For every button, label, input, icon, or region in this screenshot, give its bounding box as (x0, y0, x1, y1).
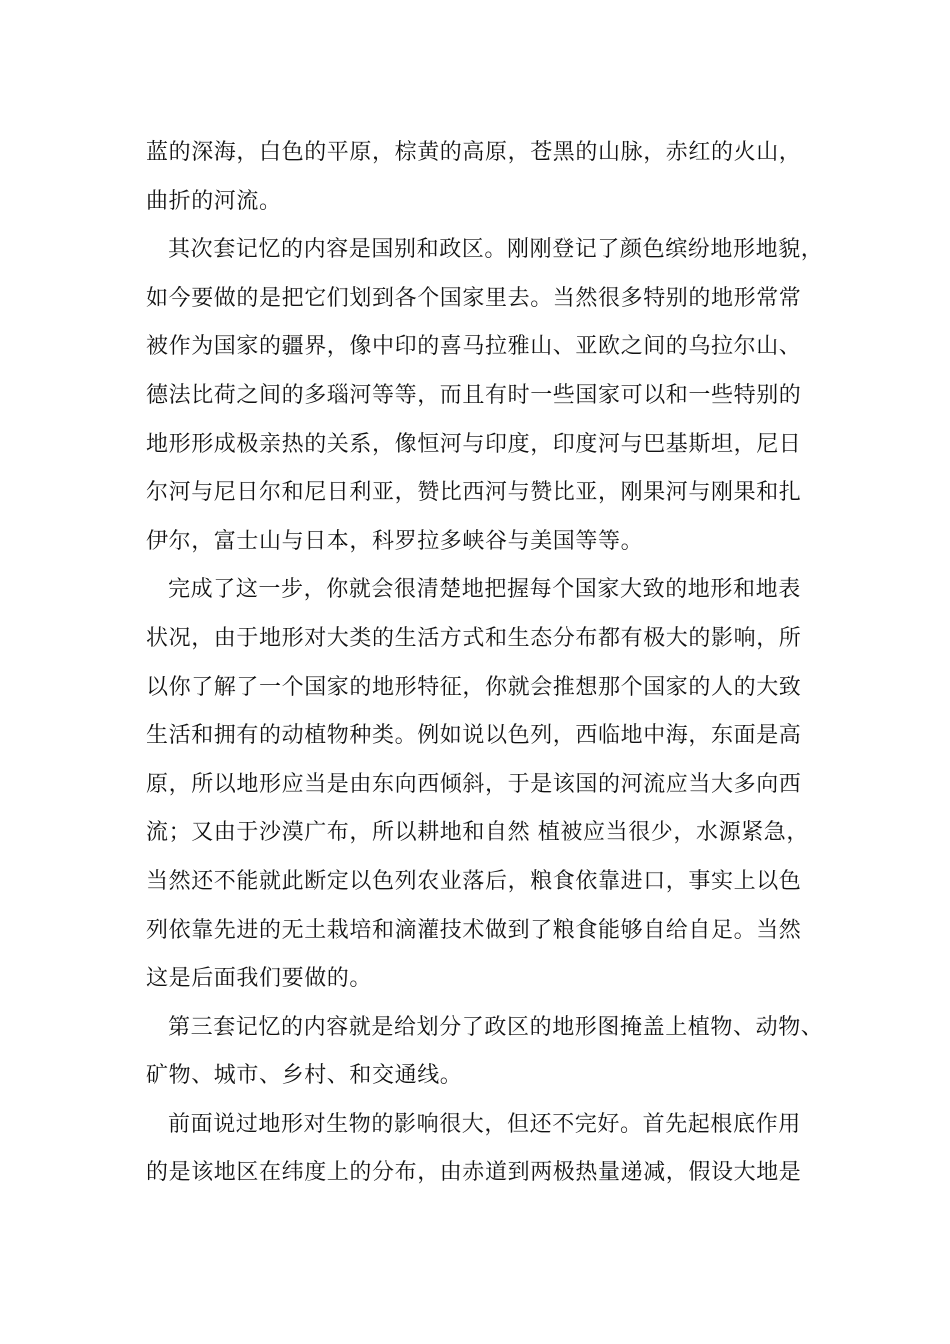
text-line: 地形形成极亲热的关系，像恒河与印度，印度河与巴基斯坦，尼日 (146, 431, 802, 457)
body-text (146, 129, 824, 1198)
text-line: 德法比荷之间的多瑙河等等，而且有时一些国家可以和一些特别的 (146, 382, 802, 408)
text-line: 的是该地区在纬度上的分布，由赤道到两极热量递减，假设大地是 (146, 1160, 802, 1186)
text-line: 流；又由于沙漠广布，所以耕地和自然 植被应当很少，水源紧急， (146, 820, 809, 846)
text-line: 矿物、城市、乡村、和交通线。 (146, 1063, 463, 1089)
text-line: 列依靠先进的无土栽培和滴灌技术做到了粮食能够自给自足。当然 (146, 917, 802, 943)
text-line: 前面说过地形对生物的影响很大，但还不完好。首先起根底作用 (168, 1111, 801, 1137)
text-line: 曲折的河流。 (146, 188, 282, 214)
text-line: 如今要做的是把它们划到各个国家里去。当然很多特别的地形常常 (146, 285, 802, 311)
text-line: 状况，由于地形对大类的生活方式和生态分布都有极大的影响，所 (146, 625, 802, 651)
text-line: 伊尔，富士山与日本，科罗拉多峡谷与美国等等。 (146, 528, 644, 554)
text-line: 尔河与尼日尔和尼日利亚，赞比西河与赞比亚，刚果河与刚果和扎 (146, 480, 802, 506)
text-line: 完成了这一步，你就会很清楚地把握每个国家大致的地形和地表 (168, 577, 801, 603)
text-line: 被作为国家的疆界，像中印的喜马拉雅山、亚欧之间的乌拉尔山、 (146, 334, 802, 360)
text-line: 原，所以地形应当是由东向西倾斜，于是该国的河流应当大多向西 (146, 771, 802, 797)
text-line: 蓝的深海，白色的平原，棕黄的高原，苍黑的山脉，赤红的火山， (146, 140, 802, 165)
text-line: 第三套记忆的内容就是给划分了政区的地形图掩盖上植物、动物、 (168, 1014, 824, 1040)
text-line: 以你了解了一个国家的地形特征，你就会推想那个国家的人的大致 (146, 674, 802, 700)
text-line: 这是后面我们要做的。 (146, 966, 373, 992)
text-line: 当然还不能就此断定以色列农业落后，粮食依靠进口，事实上以色 (146, 868, 802, 894)
text-line: 其次套记忆的内容是国别和政区。刚刚登记了颜色缤纷地形地貌， (168, 237, 824, 263)
text-line: 生活和拥有的动植物种类。例如说以色列，西临地中海，东面是高 (146, 723, 802, 749)
